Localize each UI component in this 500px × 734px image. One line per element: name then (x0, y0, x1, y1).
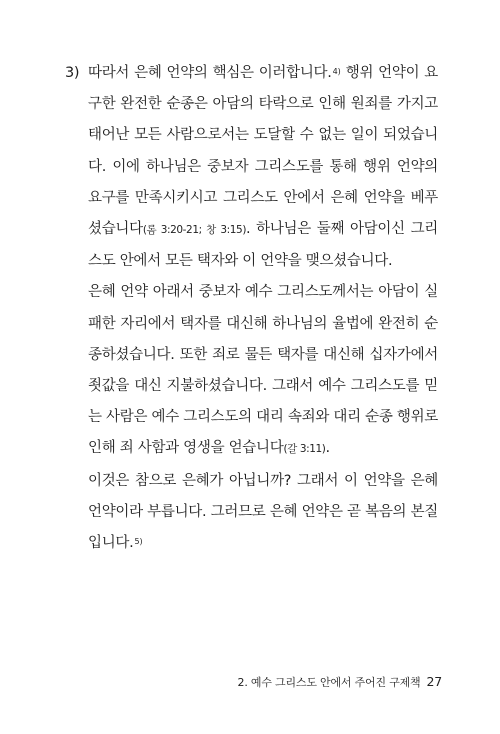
text-segment: 행위 언약이 요구한 완전한 순종은 아담의 타락으로 인해 원죄를 가지고 태어난 모든 사람으로서는 도달할 수 없는 일이 되었습니다. 이에 하나님은 중보자 그리스도를 통해 행위 언약의 요구를 만족시키시고 그리스도 안에서 은혜 언약을 베푸셨습니다 (88, 65, 439, 238)
paragraph (88, 277, 438, 465)
text-segment: 은혜 언약 아래서 중보자 예수 그리스도께서는 아담이 실패한 자리에서 택자를 대신해 하나님의 율법에 완전히 순종하셨습니다. 또한 죄로 물든 택자를 대신해 십자가에서 죗값을 대신 지불하셨습니다. 그래서 예수 그리스도를 믿는 사람은 예수 그리스도의 대리 속죄와 대리 순종 행위로 인해 죄 사함과 영생을 얻습니다 (88, 284, 438, 457)
body-text (65, 58, 439, 559)
text-segment: 이것은 참으로 은혜가 아닙니까? 그래서 이 언약을 은혜 언약이라 부릅니다. 그러므로 은혜 언약은 곧 복음의 본질입니다. (88, 472, 438, 552)
text-segment: 따라서 은혜 언약의 핵심은 이러합니다. (88, 65, 332, 81)
paragraph-number: 3) (65, 65, 80, 81)
scripture-reference: (롬 3:20-21; 창 3:15) (142, 224, 247, 237)
footnote-marker[interactable]: 5) (134, 537, 143, 547)
text-segment: . 하나님은 둘째 아담이신 그리스도 안에서 모든 택자와 이 언약을 맺으셨습니다. (88, 221, 438, 270)
paragraph (88, 466, 438, 560)
running-footer (238, 674, 442, 690)
paragraph-3 (65, 58, 439, 277)
text-segment: . (325, 440, 330, 457)
page-number: 27 (426, 674, 442, 689)
footnote-marker[interactable]: 4) (332, 67, 341, 76)
chapter-title: 2. 예수 그리스도 안에서 주어진 구제책 (237, 676, 421, 689)
scripture-reference: (갈 3:11) (283, 443, 326, 456)
